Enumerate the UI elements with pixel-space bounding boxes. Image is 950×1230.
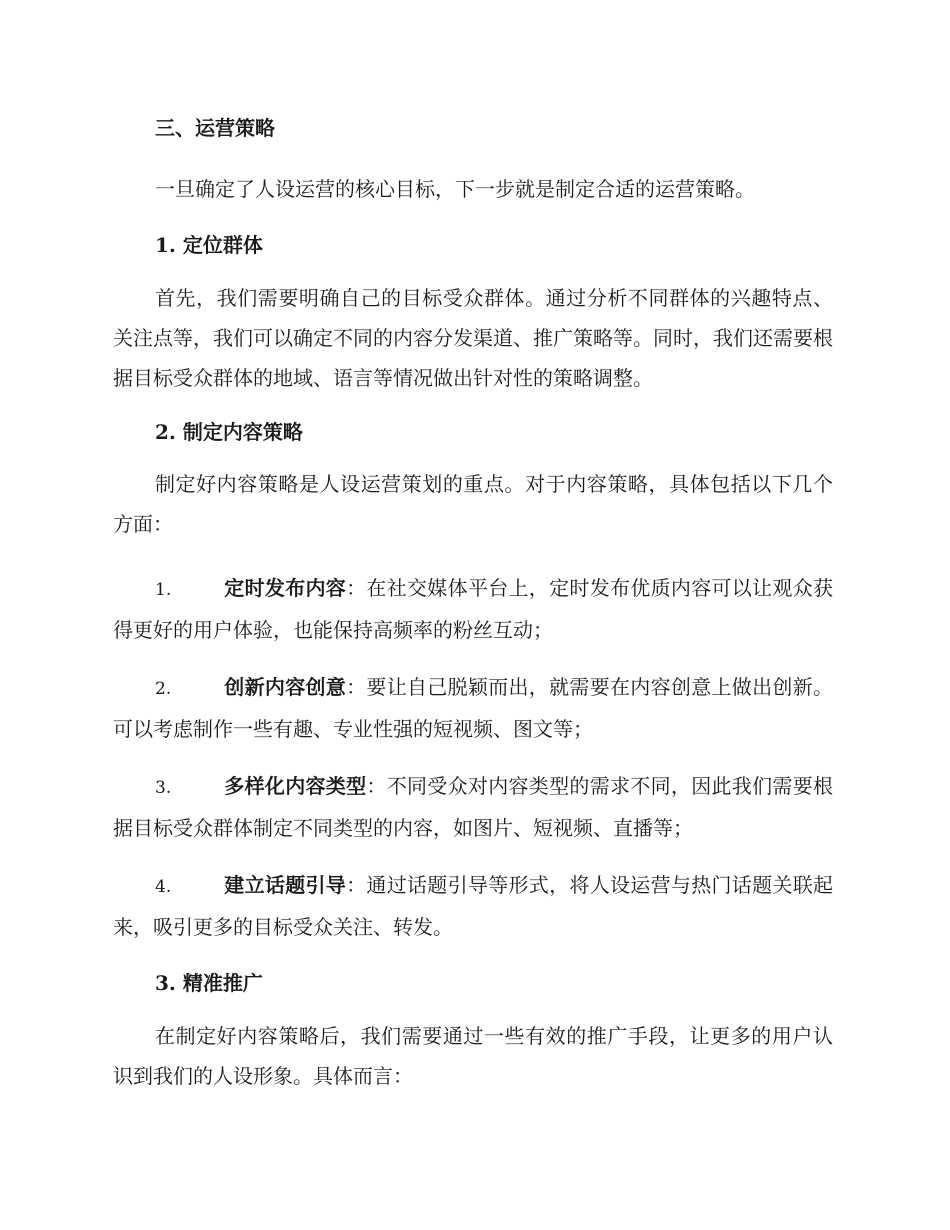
intro-paragraph: 一旦确定了人设运营的核心目标，下一步就是制定合适的运营策略。 [155, 177, 755, 201]
list-number: 2. [155, 679, 172, 699]
list-item [113, 865, 833, 947]
subsection-title-2: 2. 制定内容策略 [155, 420, 303, 444]
list-term: 建立话题引导 [224, 873, 347, 897]
list-term: 多样化内容类型 [224, 774, 367, 798]
list-number: 4. [155, 877, 172, 897]
list-item [113, 667, 833, 749]
list-term: 创新内容创意 [224, 675, 347, 699]
subsection-body-1: 首先，我们需要明确自己的目标受众群体。通过分析不同群体的兴趣特点、关注点等，我们可以确定不同的内容分发渠道、推广策略等。同时，我们还需要根据目标受众群体的地域、语言等情况做出针对性的策略调整。 [113, 286, 833, 390]
list-term: 定时发布内容 [224, 576, 347, 600]
list-number: 3. [155, 778, 172, 798]
section-title: 三、运营策略 [155, 116, 275, 140]
list-text: ：要让自己脱颖而出，就需要在内容创意上做出创新。可以考虑制作一些有趣、专业性强的短视频、图文等； [113, 675, 834, 741]
list-item [113, 568, 833, 650]
list-text: ：在社交媒体平台上，定时发布优质内容可以让观众获得更好的用户体验，也能保持高频率的粉丝互动； [113, 576, 834, 642]
list-item [113, 766, 833, 848]
list-text: ：不同受众对内容类型的需求不同，因此我们需要根据目标受众群体制定不同类型的内容，如图片、短视频、直播等； [113, 774, 834, 840]
subsection-title-3: 3. 精准推广 [155, 971, 263, 995]
list-number: 1. [155, 580, 172, 600]
subsection-body-3: 在制定好内容策略后，我们需要通过一些有效的推广手段，让更多的用户认识到我们的人设形象。具体而言： [113, 1024, 833, 1088]
subsection-body-2: 制定好内容策略是人设运营策划的重点。对于内容策略，具体包括以下几个方面： [113, 472, 833, 536]
subsection-title-1: 1. 定位群体 [155, 233, 263, 257]
list-text: ：通过话题引导等形式，将人设运营与热门话题关联起来，吸引更多的目标受众关注、转发。 [113, 873, 834, 939]
document-page [113, 108, 833, 1096]
